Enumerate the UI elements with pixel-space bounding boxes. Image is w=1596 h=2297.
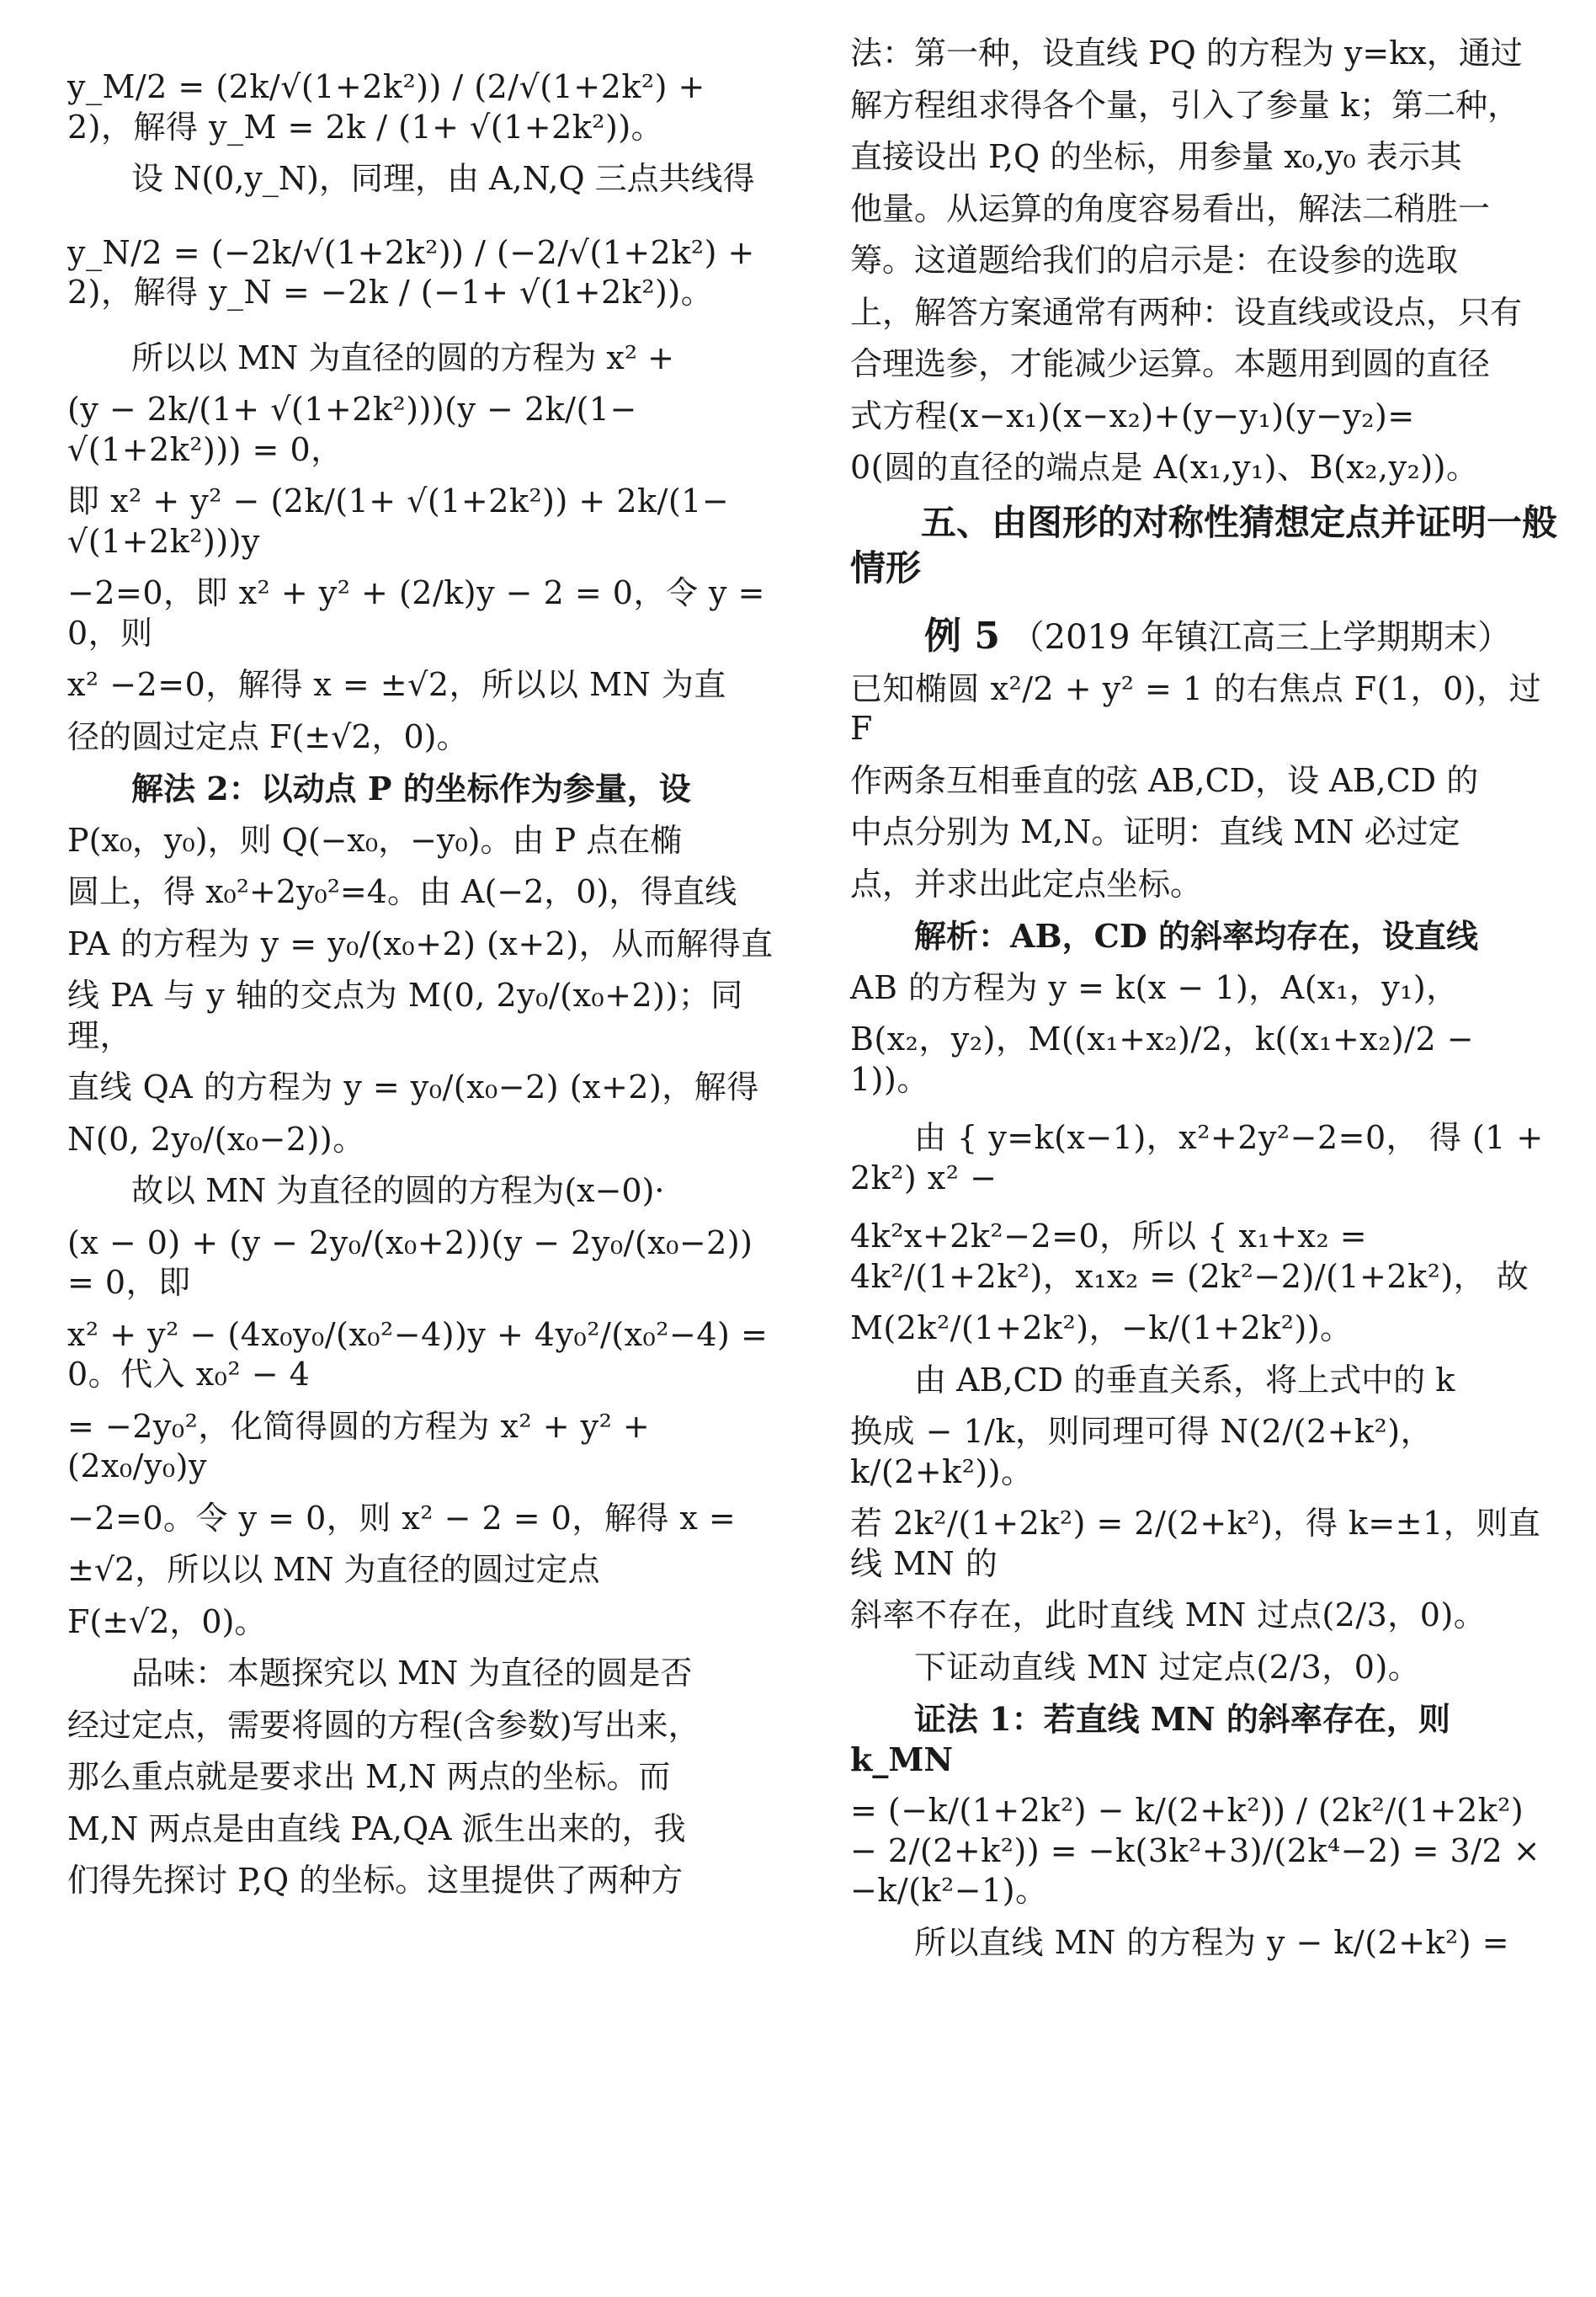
text-line: ±√2，所以以 MN 为直径的圆过定点: [67, 1551, 600, 1588]
text-line: 那么重点就是要求出 M,N 两点的坐标。而: [67, 1758, 671, 1795]
text-line: 解析：AB，CD 的斜率均存在，设直线: [914, 917, 1479, 956]
text-line: (x − 0) + (y − 2y₀/(x₀+2))(y − 2y₀/(x₀−2)) = 0，即: [67, 1223, 753, 1301]
text-line: M,N 两点是由直线 PA,QA 派生出来的，我: [67, 1809, 686, 1847]
text-line: 合理选参，才能减少运算。本题用到圆的直径: [850, 345, 1491, 382]
text-line: x² + y² − (4x₀y₀/(x₀²−4))y + 4y₀²/(x₀²−4) = 0。代入 x₀² − 4: [67, 1315, 769, 1393]
text-line: 斜率不存在，此时直线 MN 过点(2/3，0)。: [850, 1596, 1487, 1634]
text-line: P(x₀，y₀)，则 Q(−x₀，−y₀)。由 P 点在椭: [67, 821, 683, 859]
text-line: 他量。从运算的角度容易看出，解法二稍胜一: [850, 189, 1491, 227]
text-line: 下证动直线 MN 过定点(2/3，0)。: [914, 1648, 1421, 1686]
text-line: 解法 2：以动点 P 的坐标作为参量，设: [131, 770, 691, 807]
example-label: 例 5: [924, 614, 1000, 658]
text-line: 式方程(x−x₁)(x−x₂)+(y−y₁)(y−y₂)=: [850, 397, 1415, 434]
text-line: x² −2=0，解得 x = ±√2，所以以 MN 为直: [67, 666, 726, 703]
text-line: AB 的方程为 y = k(x − 1)，A(x₁，y₁)，: [850, 968, 1459, 1006]
text-line: 圆上，得 x₀²+2y₀²=4。由 A(−2，0)，得直线: [67, 873, 737, 910]
text-line: y_M/2 = (2k/√(1+2k²)) / (2/√(1+2k²) + 2)，解得 y_M = 2k / (1+ √(1+2k²))。: [67, 68, 705, 146]
example-heading: [850, 605, 1557, 659]
left-column: [67, 34, 774, 1913]
text-line: = (−k/(1+2k²) − k/(2+k²)) / (2k²/(1+2k²) − 2/(2+k²)) = −k(3k²+3)/(2k⁴−2) = 3/2 × −k/(k²−1)。: [850, 1792, 1541, 1910]
text-line: 证法 1：若直线 MN 的斜率存在，则 k_MN: [850, 1700, 1450, 1778]
text-line: 筹。这道题给我们的启示是：在设参的选取: [850, 242, 1459, 279]
text-line: 径的圆过定点 F(±√2，0)。: [67, 717, 469, 755]
text-line: 作两条互相垂直的弦 AB,CD，设 AB,CD 的: [850, 761, 1479, 799]
text-line: 所以直线 MN 的方程为 y − k/(2+k²) =: [914, 1923, 1510, 1961]
text-line: 4k²x+2k²−2=0，所以 { x₁+x₂ = 4k²/(1+2k²)，x₁x₂ = (2k²−2)/(1+2k²)， 故: [850, 1218, 1530, 1295]
text-line: 们得先探讨 P,Q 的坐标。这里提供了两种方: [67, 1862, 684, 1899]
text-line: −2=0。令 y = 0，则 x² − 2 = 0，解得 x =: [67, 1499, 737, 1537]
text-line: 若 2k²/(1+2k²) = 2/(2+k²)，得 k=±1，则直线 MN 的: [850, 1505, 1541, 1582]
right-column: [850, 34, 1557, 1975]
text-line: 0(圆的直径的端点是 A(x₁,y₁)、B(x₂,y₂))。: [850, 449, 1479, 486]
text-line: 即 x² + y² − (2k/(1+ √(1+2k²)) + 2k/(1− √(1+2k²)))y: [67, 482, 730, 560]
text-line: 设 N(0,y_N)，同理，由 A,N,Q 三点共线得: [131, 160, 755, 197]
text-line: 点，并求出此定点坐标。: [850, 865, 1203, 903]
text-line: 经过定点，需要将圆的方程(含参数)写出来，: [67, 1706, 700, 1744]
text-line: 换成 − 1/k，则同理可得 N(2/(2+k²)，k/(2+k²))。: [850, 1413, 1434, 1490]
text-line: 直接设出 P,Q 的坐标，用参量 x₀,y₀ 表示其: [850, 138, 1462, 175]
text-line: 所以以 MN 为直径的圆的方程为 x² +: [131, 338, 674, 376]
text-line: N(0, 2y₀/(x₀−2))。: [67, 1120, 365, 1158]
text-line: 法：第一种，设直线 PQ 的方程为 y=kx，通过: [850, 35, 1523, 72]
text-line: M(2k²/(1+2k²)，−k/(1+2k²))。: [850, 1309, 1353, 1347]
text-line: 品味：本题探究以 MN 为直径的圆是否: [131, 1655, 693, 1692]
text-line: 中点分别为 M,N。证明：直线 MN 必过定: [850, 813, 1460, 851]
text-line: (y − 2k/(1+ √(1+2k²)))(y − 2k/(1− √(1+2k²))) = 0，: [67, 391, 637, 468]
text-line: −2=0，即 x² + y² + (2/k)y − 2 = 0，令 y = 0，则: [67, 574, 765, 652]
text-line: 由 { y=k(x−1)，x²+2y²−2=0， 得 (1 + 2k²) x² −: [850, 1119, 1544, 1196]
text-line: y_N/2 = (−2k/√(1+2k²)) / (−2/√(1+2k²) + 2)，解得 y_N = −2k / (−1+ √(1+2k²))。: [67, 233, 755, 311]
text-line: 线 PA 与 y 轴的交点为 M(0, 2y₀/(x₀+2))；同理，: [67, 977, 743, 1054]
text-line: PA 的方程为 y = y₀/(x₀+2) (x+2)，从而解得直: [67, 925, 774, 962]
text-line: 上，解答方案通常有两种：设直线或设点，只有: [850, 293, 1523, 331]
text-line: 解方程组求得各个量，引入了参量 k；第二种，: [850, 86, 1520, 124]
text-line: B(x₂，y₂)，M((x₁+x₂)/2，k((x₁+x₂)/2 − 1))。: [850, 1021, 1475, 1098]
text-line: 故以 MN 为直径的圆的方程为(x−0)·: [131, 1172, 665, 1209]
section-title: 五、由图形的对称性猜想定点并证明一般情形: [850, 501, 1558, 589]
text-line: F(±√2，0)。: [67, 1602, 267, 1640]
text-line: = −2y₀²，化简得圆的方程为 x² + y² + (2x₀/y₀)y: [67, 1407, 651, 1484]
text-line: 已知椭圆 x²/2 + y² = 1 的右焦点 F(1，0)，过 F: [850, 669, 1542, 748]
text-line: 直线 QA 的方程为 y = y₀/(x₀−2) (x+2)，解得: [67, 1069, 759, 1106]
text-line: 由 AB,CD 的垂直关系，将上式中的 k: [914, 1361, 1455, 1399]
example-source: （2019 年镇江高三上学期期末）: [1010, 617, 1512, 657]
